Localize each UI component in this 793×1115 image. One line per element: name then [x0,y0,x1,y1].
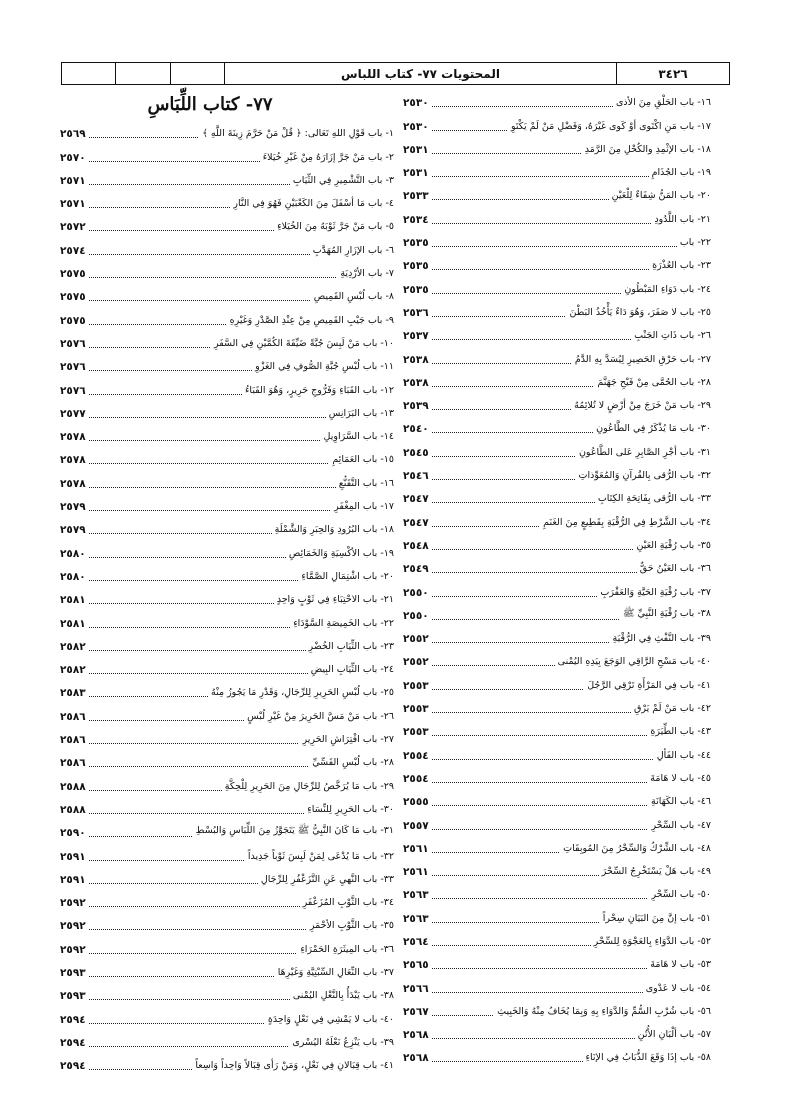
entry-page-number: ٢٥٩٢ [60,920,89,932]
toc-entry [60,377,394,400]
entry-title: ٦- باب الإزَارِ المُهَدَّبِ [310,245,394,256]
entry-title: ٢٧- باب حَرْقِ الحَصِيرِ لِيُسَدَّ بِهِ الدَّمُ [572,354,711,365]
entry-title: ٥١- باب إنَّ مِنَ البَيَانِ سِحْراً [600,913,711,924]
entry-page-number: ٢٥٩١ [60,874,89,886]
toc-entry [60,540,394,563]
toc-entry [403,766,711,789]
entry-title: ٣٢- باب الرُّقى بِالقُرآنِ وَالمُعَوِّذاتِ [576,470,711,481]
toc-entry [60,960,394,983]
toc-entry [403,696,711,719]
entry-page-number: ٢٥٨١ [60,594,89,606]
toc-entry [60,657,394,680]
entry-title: ٢٤- باب الثِّيَابِ البِيضِ [308,664,394,675]
entry-page-number: ٢٥٨٣ [60,687,89,699]
entry-title: ١١- باب لُبْسِ جُبَّةِ الصُّوفِ فِي الغَزْوِ [252,361,394,372]
header-empty-cell [62,63,115,84]
entry-page-number: ٢٥٣١ [403,167,432,179]
toc-entry [60,773,394,796]
entry-title: ٢٦- باب ذَاتِ الجَنْبِ [631,330,711,341]
entry-title: ٣٠- باب مَا يُذْكَرُ فِي الطَّاعُونِ [593,423,711,434]
entry-title: ٥٦- باب شُرْبِ السُّمِّ وَالدَّوَاءِ بِهِ وَبِمَا يُخَافُ مِنْهُ وَالخَبِيثِ [494,1006,711,1017]
entry-page-number: ٢٥٣٥ [403,284,432,296]
toc-entry [60,797,394,820]
entry-page-number: ٢٥٩٣ [60,967,89,979]
toc-entry [60,237,394,260]
entry-page-number: ٢٥٨٠ [60,571,89,583]
contents-column-right [403,90,711,1068]
toc-entry [403,929,711,952]
toc-entry [403,626,711,649]
toc-entry [403,230,711,253]
entry-title: ٣٣- باب النَّهيِ عَنِ التَّزَعْفُرِ لِلرِّجَالِ [258,874,394,885]
entry-page-number: ٢٥٩٤ [60,1060,89,1072]
toc-entry [60,1053,394,1076]
entry-page-number: ٢٥٥٧ [403,820,432,832]
entry-page-number: ٢٥٤٦ [403,470,432,482]
entry-title: ٣٥- باب رُقْيَةِ العَيْنِ [634,540,712,551]
entry-page-number: ٢٥٧٩ [60,524,89,536]
toc-entry [60,307,394,330]
entry-page-number: ٢٥٩٤ [60,1014,89,1026]
toc-entry [60,354,394,377]
entry-title: ٤- باب مَا أسْفَلَ مِنَ الكَعْبَيْنِ فَهُوَ فِي النَّارِ [230,198,394,209]
entry-page-number: ٢٥٩٢ [60,897,89,909]
entry-page-number: ٢٥٤٧ [403,493,432,505]
toc-entry [60,121,394,144]
toc-entry [60,983,394,1006]
entry-page-number: ٢٥٨٦ [60,757,89,769]
entry-title: ٣٦- باب المِيثَرَةِ الحَمْرَاءِ [297,944,394,955]
toc-entry [403,393,711,416]
entry-page-number: ٢٥٦٣ [403,913,432,925]
entry-title: ٥٠- باب السِّحْرِ [648,889,711,900]
entry-page-number: ٢٥٧١ [60,198,89,210]
entry-page-number: ٢٥٥٢ [403,633,432,645]
entry-page-number: ٢٥٧٦ [60,338,89,350]
entry-page-number: ٢٥٥٣ [403,680,432,692]
toc-entry [60,1030,394,1053]
entry-page-number: ٢٥٧٨ [60,478,89,490]
entry-title: ٣١- باب أجْرِ الصَّابِرِ عَلى الطَّاعُونِ [576,447,711,458]
toc-entry [60,447,394,470]
entry-page-number: ٢٥٤٨ [403,540,432,552]
entry-title: ١٧- باب المِغْفَرِ [331,501,394,512]
entry-title: ٢٤- باب دَوَاءِ المَبْطُونِ [621,284,711,295]
entry-page-number: ٢٥٧٠ [60,152,89,164]
toc-entry [403,975,711,998]
toc-entry [403,836,711,859]
entry-page-number: ٢٥٣٨ [403,354,432,366]
entry-page-number: ٢٥٣٥ [403,260,432,272]
entry-title: ٢١- باب اللَّدُودِ [651,214,711,225]
entry-page-number: ٢٥٤٧ [403,517,432,529]
entry-title: ٤٤- باب الفَألِ [654,750,711,761]
toc-entry [403,882,711,905]
toc-entry [403,90,711,113]
entry-title: ٥٤- باب لا عَدْوى [643,983,711,994]
toc-entry [403,416,711,439]
entry-title: ٣٨- باب يَبْدَأُ بِالنَّعْلِ اليُمْنى [290,990,394,1001]
toc-entry [403,509,711,532]
entry-title: ٣٢- باب مَا يُدْعَى لِمَنْ لَبِسَ ثَوْباً جَدِيداً [245,851,394,862]
toc-entry [60,703,394,726]
entry-page-number: ٢٥٦٩ [60,128,89,140]
toc-entry [403,323,711,346]
entry-title: ٥٧- باب ألْبَانِ الأُتُنِ [635,1029,711,1040]
toc-entry [403,1045,711,1068]
entry-title: ٣٦- باب العَيْنُ حَقٌّ [637,563,711,574]
running-title: المحتويات ٧٧- كتاب اللباس [224,63,616,84]
toc-entry [60,634,394,657]
toc-entry [60,727,394,750]
entry-title: ٣- باب التَّشْمِيرِ فِي الثِّيَابِ [290,175,394,186]
entry-title: ٢٥- باب لا صَفَرَ، وَهُوَ دَاءٌ يَأْخُذُ البَطْنَ [566,307,711,318]
entry-title: ٤٩- باب هَلْ يَسْتَخْرِجُ السِّحْرَ [599,866,711,877]
entry-page-number: ٢٥٨٠ [60,548,89,560]
toc-entry [60,284,394,307]
toc-entry [403,183,711,206]
entry-page-number: ٢٥٧٦ [60,385,89,397]
entry-page-number: ٢٥٥٤ [403,773,432,785]
toc-entry [403,253,711,276]
toc-entry [60,913,394,936]
entry-title: ٢٩- باب مَا يُرَخَّصُ لِلرِّجَالِ مِنَ الحَرِيرِ لِلْحِكَّةِ [222,781,394,792]
toc-entry [60,867,394,890]
toc-entry [60,564,394,587]
toc-entry [60,401,394,424]
entry-title: ٣٧- باب النِّعَالِ السِّبْتِيَّةِ وَغَيْرِهَا [275,967,394,978]
entry-page-number: ٢٥٣١ [403,144,432,156]
entry-page-number: ٢٥٦١ [403,866,432,878]
entry-title: ٢٨- باب لُبْسِ القَسِّيِّ [309,757,394,768]
header-empty-cell [170,63,224,84]
entry-page-number: ٢٥٣٠ [403,97,432,109]
entry-page-number: ٢٥٨٢ [60,641,89,653]
entry-page-number: ٢٥٣٧ [403,330,432,342]
entry-page-number: ٢٥٣٠ [403,121,432,133]
entry-page-number: ٢٥٤٠ [403,423,432,435]
entry-title: ٥٨- باب إذَا وَقَعَ الذُّبَابُ فِي الإنَاءِ [583,1052,711,1063]
toc-entry [60,191,394,214]
entry-title: ٢٠- باب المَنُّ شِفَاءٌ لِلْعَيْنِ [609,190,711,201]
entry-page-number: ٢٥٥٣ [403,726,432,738]
entry-title: ٣٥- باب الثَّوْبِ الأحْمَرِ [307,920,394,931]
toc-entry [60,517,394,540]
entry-page-number: ٢٥٨٨ [60,804,89,816]
entry-page-number: ٢٥٩٢ [60,944,89,956]
entry-page-number: ٢٥٨٨ [60,781,89,793]
entry-page-number: ٢٥٧٨ [60,454,89,466]
entry-title: ٤٠- باب لا يَمْشِي فِي نَعْلٍ وَاحِدَةٍ [265,1014,394,1025]
running-header [61,62,730,85]
entry-page-number: ٢٥٧٥ [60,291,89,303]
entry-page-number: ٢٥٣٨ [403,377,432,389]
toc-entry [403,1022,711,1045]
toc-entry [60,144,394,167]
entry-title: ٢٦- باب مَنْ مَسَّ الحَرِيرَ مِنْ غَيْرِ لُبْسٍ [244,711,394,722]
entry-page-number: ٢٥٧٢ [60,221,89,233]
entry-title: ١٩- باب الأكْسِيَةِ وَالخَمَائِصِ [286,548,394,559]
page-number: ٣٤٢٦ [616,63,729,84]
entry-title: ٢٥- باب لُبْسِ الحَرِيرِ لِلرِّجَالِ، وَقَدْرِ مَا يَجُوزُ مِنْهُ [208,687,394,698]
entry-page-number: ٢٥٩٠ [60,827,89,839]
entry-title: ٢٨- باب الحُمَّى مِنْ فَيْحِ جَهَنَّمَ [594,377,711,388]
entry-page-number: ٢٥٧٤ [60,245,89,257]
entry-title: ٩- باب جَيْبِ القَمِيصِ مِنْ عِنْدِ الصَّدْرِ وَغَيْرِهِ [227,315,394,326]
entry-title: ٥٢- باب الدَّوَاءِ بِالعَجْوَةِ لِلسِّحْرِ [591,936,711,947]
toc-entry [403,649,711,672]
entry-page-number: ٢٥٩٤ [60,1037,89,1049]
entry-page-number: ٢٥٣٩ [403,400,432,412]
entry-title: ٢١- باب الاحْتِبَاءِ فِي ثَوْبٍ وَاحِدٍ [274,594,394,605]
entry-title: ٤٨- باب الشِّرْكُ وَالسِّحْرُ مِنَ المُوبِقَاتِ [560,843,711,854]
entry-title: ٢٩- باب مَنْ خَرَجَ مِنْ أرْضٍ لا تُلائِمُهُ [571,400,711,411]
entry-page-number: ٢٥٧٧ [60,408,89,420]
toc-entry [60,890,394,913]
toc-entry [403,742,711,765]
toc-entry [403,370,711,393]
entry-title: ٣٠- باب الحَرِيرِ لِلنِّسَاءِ [304,804,394,815]
entry-page-number: ٢٥٦٣ [403,889,432,901]
entry-title: ٤١- باب فِي المَرْأَةِ تَرْقِي الرَّجُلَ [584,680,711,691]
entry-title: ٢- باب مَنْ جَرَّ إزَارَهُ مِنْ غَيْرِ خُيَلاءَ [260,152,394,163]
entry-title: ٣٩- باب النَّفْثِ فِي الرُّقْيَةِ [610,633,711,644]
entry-page-number: ٢٥٧٥ [60,268,89,280]
toc-entry [60,168,394,191]
entry-page-number: ٢٥٥٥ [403,796,432,808]
entry-page-number: ٢٥٧٩ [60,501,89,513]
entry-title: ١٣- باب البَرَانِسِ [326,408,394,419]
entry-title: ٣١- باب مَا كَانَ النَّبِيُّ ﷺ يَتَجَوَّزُ مِنَ اللِّبَاسِ وَالبُسْطِ [193,824,394,838]
entry-title: ١- باب قَوْلِ اللهِ تَعَالى: ﴿ قُلْ مَنْ حَرَّمَ زِينَةَ اللَّهِ ﴾ [199,128,394,139]
entry-page-number: ٢٥٨١ [60,618,89,630]
toc-entry [60,494,394,517]
book-title: ٧٧- كتاب اللِّبَاسِ [147,94,273,115]
toc-entry [60,680,394,703]
toc-entry [60,470,394,493]
entry-page-number: ٢٥٣٥ [403,237,432,249]
entry-page-number: ٢٥٥٠ [403,610,432,622]
toc-entry [403,789,711,812]
toc-entry [60,331,394,354]
entry-page-number: ٢٥٤٥ [403,447,432,459]
toc-entry [60,610,394,633]
toc-entry [403,603,711,626]
toc-entry [60,1006,394,1029]
toc-entry [403,463,711,486]
entry-page-number: ٢٥٥٠ [403,587,432,599]
entry-title: ٣٨- باب رُقْيَةِ النَّبِيِّ ﷺ [620,607,711,621]
toc-entry [60,261,394,284]
entry-title: ٢٣- باب الثِّيَابِ الخُضْرِ [306,641,394,652]
entry-title: ٤٢- باب مَنْ لَمْ يَرْقِ [631,703,711,714]
entry-title: ١٨- باب البُرُودِ وَالحِبَرِ وَالشَّمْلَةِ [272,524,394,535]
contents-column-left [60,121,394,1076]
entry-title: ١٦- باب الحَلْقِ مِنَ الأذى [613,97,711,108]
toc-entry [403,556,711,579]
entry-title: ٣٣- باب الرُّقى بِفَاتِحَةِ الكِتَابِ [595,493,711,504]
entry-title: ٨- باب لُبْسِ القَمِيصِ [311,291,394,302]
entry-title: ٤٣- باب الطِّيَرَةِ [647,726,711,737]
entry-title: ٢٧- باب افْتِرَاشِ الحَرِيرِ [299,734,394,745]
toc-entry [403,113,711,136]
entry-page-number: ٢٥٣٣ [403,190,432,202]
entry-page-number: ٢٥٥٢ [403,656,432,668]
toc-entry [403,579,711,602]
toc-entry [60,587,394,610]
header-empty-cell [115,63,169,84]
toc-entry [403,276,711,299]
leader-dots [403,246,711,247]
toc-entry [403,812,711,835]
entry-title: ١٤- باب السَّرَاوِيلِ [321,431,394,442]
toc-entry [403,859,711,882]
entry-title: ٢٢- باب [677,237,711,248]
entry-page-number: ٢٥٨٢ [60,664,89,676]
entry-page-number: ٢٥٧٨ [60,431,89,443]
entry-title: ١٢- باب القَبَاءِ وَفَرُّوجِ حَرِيرٍ، وَهُوَ القَبَاءُ [242,385,394,396]
toc-entry [60,750,394,773]
entry-title: ٥- باب مَنْ جَرَّ ثَوْبَهُ مِنَ الخُيَلاءِ [274,221,394,232]
entry-title: ٢٢- باب الخَمِيصَةِ السَّوْدَاءِ [290,618,394,629]
entry-title: ١٠- باب مَنْ لَبِسَ جُبَّةً ضَيِّقَةَ الكُمَّيْنِ فِي السَّفَرِ [211,338,394,349]
entry-page-number: ٢٥٦٦ [403,983,432,995]
entry-title: ٧- باب الأرْدِيَةِ [337,268,394,279]
entry-page-number: ٢٥٦٥ [403,959,432,971]
entry-page-number: ٢٥٧٦ [60,361,89,373]
entry-title: ٣٩- باب يَنْزِعُ نَعْلَهُ اليُسْرى [289,1037,394,1048]
entry-title: ١٥- باب العَمَائِمِ [329,454,394,465]
toc-entry [403,952,711,975]
entry-page-number: ٢٥٣٤ [403,214,432,226]
toc-entry [403,439,711,462]
toc-entry [403,206,711,229]
entry-page-number: ٢٥٦٤ [403,936,432,948]
entry-title: ٣٧- باب رُقْيَةِ الحَيَّةِ وَالعَقْرَبِ [597,587,711,598]
entry-page-number: ٢٥٨٦ [60,711,89,723]
toc-entry [403,346,711,369]
entry-title: ٥٣- باب لا هَامَةَ [647,959,711,970]
toc-entry [403,300,711,323]
entry-page-number: ٢٥٣٦ [403,307,432,319]
entry-page-number: ٢٥٦٨ [403,1029,432,1041]
entry-page-number: ٢٥٦١ [403,843,432,855]
toc-entry [403,137,711,160]
toc-entry [60,424,394,447]
toc-entry [60,214,394,237]
toc-entry [60,843,394,866]
entry-title: ٤٦- باب الكَهَانَةِ [648,796,711,807]
entry-title: ١٨- باب الإثْمِدِ والكُحْلِ مِنَ الرَّمَدِ [582,144,711,155]
entry-title: ٤٧- باب السِّحْرِ [648,820,711,831]
entry-page-number: ٢٥٨٦ [60,734,89,746]
entry-title: ٢٠- باب اشْتِمَالِ الصَّمَّاءِ [298,571,394,582]
toc-entry [403,160,711,183]
entry-page-number: ٢٥٦٨ [403,1052,432,1064]
entry-page-number: ٢٥٧١ [60,175,89,187]
toc-entry [403,905,711,928]
entry-title: ١٦- باب التَّقَنُّعِ [336,478,394,489]
entry-title: ٣٤- باب الثَّوْبِ المُزَعْفَرِ [300,897,394,908]
toc-entry [403,999,711,1022]
toc-entry [60,820,394,843]
entry-title: ١٩- باب الجُذَامِ [649,167,711,178]
entry-title: ٤٥- باب لا هَامَةَ [647,773,711,784]
entry-page-number: ٢٥٥٣ [403,703,432,715]
entry-page-number: ٢٥٩١ [60,851,89,863]
entry-page-number: ٢٥٤٩ [403,563,432,575]
toc-entry [403,533,711,556]
entry-page-number: ٢٥٩٣ [60,990,89,1002]
toc-entry [60,936,394,959]
entry-page-number: ٢٥٥٤ [403,750,432,762]
entry-title: ١٧- باب مَنِ اكْتَوى أوْ كَوى غَيْرَهُ، وَفَضْلِ مَنْ لَمْ يَكْتَوِ [508,121,711,132]
entry-page-number: ٢٥٧٥ [60,315,89,327]
entry-page-number: ٢٥٦٧ [403,1006,432,1018]
toc-entry [403,486,711,509]
toc-entry [403,719,711,742]
entry-title: ٢٣- باب العُذْرَةِ [649,260,711,271]
entry-title: ٤٠- باب مَسْحِ الرَّاقِي الوَجَعَ بِيَدِهِ اليُمْنى [555,656,711,667]
entry-title: ٣٤- باب الشَّرْطِ فِي الرُّقْيَةِ بِقَطِيعٍ مِنَ الغَنَمِ [540,517,711,528]
entry-title: ٤١- باب قِبَالانِ فِي نَعْلٍ، وَمَنْ رَأى قِبَالاً وَاحِداً وَاسِعاً [192,1060,394,1071]
toc-entry [403,672,711,695]
